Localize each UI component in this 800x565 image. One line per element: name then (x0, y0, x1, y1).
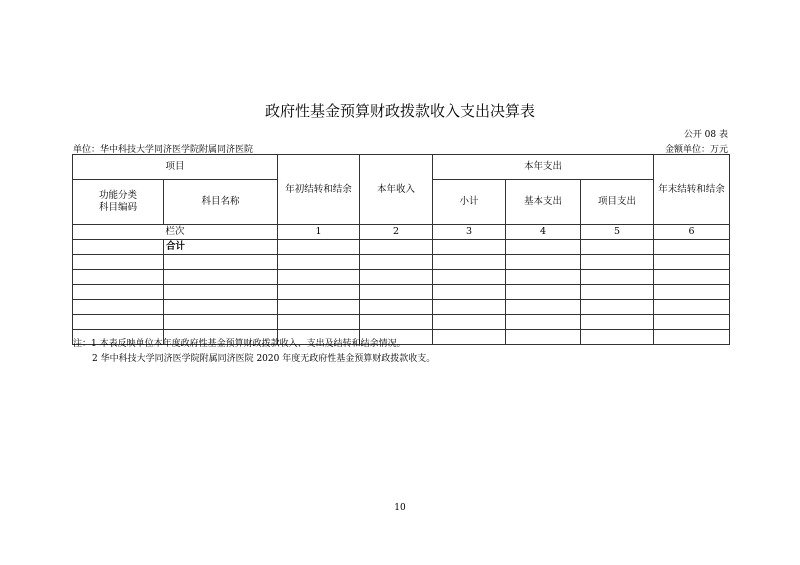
table-cell (506, 285, 581, 300)
unit-name: 单位：华中科技大学同济医学院附属同济医院 (73, 145, 254, 155)
table-cell (360, 240, 433, 255)
budget-table (72, 154, 730, 345)
table-cell (506, 255, 581, 270)
table-cell (581, 240, 654, 255)
table-cell (360, 270, 433, 285)
table-cell (581, 315, 654, 330)
header-current-income: 本年收入 (360, 155, 433, 225)
table-cell (581, 330, 654, 345)
table-cell (433, 300, 506, 315)
table-cell (360, 285, 433, 300)
column-number-1: 1 (278, 225, 360, 240)
table-cell (278, 300, 360, 315)
column-number-5: 5 (581, 225, 654, 240)
table-cell (164, 255, 278, 270)
table-cell (164, 285, 278, 300)
table-cell (278, 240, 360, 255)
header-subject-name: 科目名称 (164, 180, 278, 225)
header-current-expense: 本年支出 (433, 155, 654, 180)
column-number-label: 栏次 (73, 225, 278, 240)
footnote-1: 注：1 本表反映单位本年度政府性基金预算财政拨款收入、支出及结转和结余情况。 (73, 339, 406, 349)
table-cell (360, 255, 433, 270)
table-cell (164, 270, 278, 285)
table-cell (506, 330, 581, 345)
column-number-6: 6 (654, 225, 730, 240)
table-cell (73, 240, 164, 255)
column-number-3: 3 (433, 225, 506, 240)
column-number-row (73, 225, 730, 240)
footnote-2: 2 华中科技大学同济医学院附属同济医院 2020 年度无政府性基金预算财政拨款收支。 (92, 354, 436, 364)
table-cell (654, 315, 730, 330)
table-cell (73, 315, 164, 330)
header-project-expense: 项目支出 (581, 180, 654, 225)
table-cell (581, 285, 654, 300)
header-subtotal: 小计 (433, 180, 506, 225)
table-cell (73, 300, 164, 315)
table-cell (164, 300, 278, 315)
table-cell (506, 300, 581, 315)
table-cell (433, 270, 506, 285)
table-cell (360, 315, 433, 330)
table-cell (654, 330, 730, 345)
total-label: 合计 (164, 240, 278, 255)
table-cell (360, 300, 433, 315)
header-beginning-balance: 年初结转和结余 (278, 155, 360, 225)
table-cell (433, 330, 506, 345)
table-row (73, 270, 730, 285)
table-cell (506, 315, 581, 330)
table-cell (433, 285, 506, 300)
table-cell (581, 300, 654, 315)
header-function-class-line2: 科目编码 (98, 202, 137, 213)
total-row (73, 240, 730, 255)
table-cell (164, 315, 278, 330)
table-cell (654, 285, 730, 300)
table-cell (433, 255, 506, 270)
table-cell (278, 315, 360, 330)
table-cell (506, 240, 581, 255)
table-cell (278, 270, 360, 285)
table-cell (73, 255, 164, 270)
table-cell (581, 270, 654, 285)
table-cell (654, 270, 730, 285)
table-cell (654, 300, 730, 315)
header-ending-balance: 年末结转和结余 (654, 155, 730, 225)
table-cell (581, 255, 654, 270)
table-code: 公开 08 表 (683, 130, 728, 140)
column-number-4: 4 (506, 225, 581, 240)
table-cell (278, 285, 360, 300)
header-project: 项目 (73, 155, 278, 180)
table-cell (73, 270, 164, 285)
table-cell (278, 255, 360, 270)
table-row (73, 315, 730, 330)
table-cell (433, 240, 506, 255)
column-number-2: 2 (360, 225, 433, 240)
header-basic-expense: 基本支出 (506, 180, 581, 225)
amount-unit: 金额单位：万元 (664, 145, 728, 155)
table-cell (654, 255, 730, 270)
page-number: 10 (394, 503, 406, 513)
header-function-class-line1: 功能分类 (98, 190, 137, 201)
table-row (73, 255, 730, 270)
table-cell (433, 315, 506, 330)
table-row (73, 300, 730, 315)
table-cell (654, 240, 730, 255)
table-title: 政府性基金预算财政拨款收入支出决算表 (264, 102, 535, 120)
table-cell (506, 270, 581, 285)
header-function-class (73, 180, 164, 225)
table-row (73, 285, 730, 300)
table-cell (73, 285, 164, 300)
header-row-1 (73, 155, 730, 180)
